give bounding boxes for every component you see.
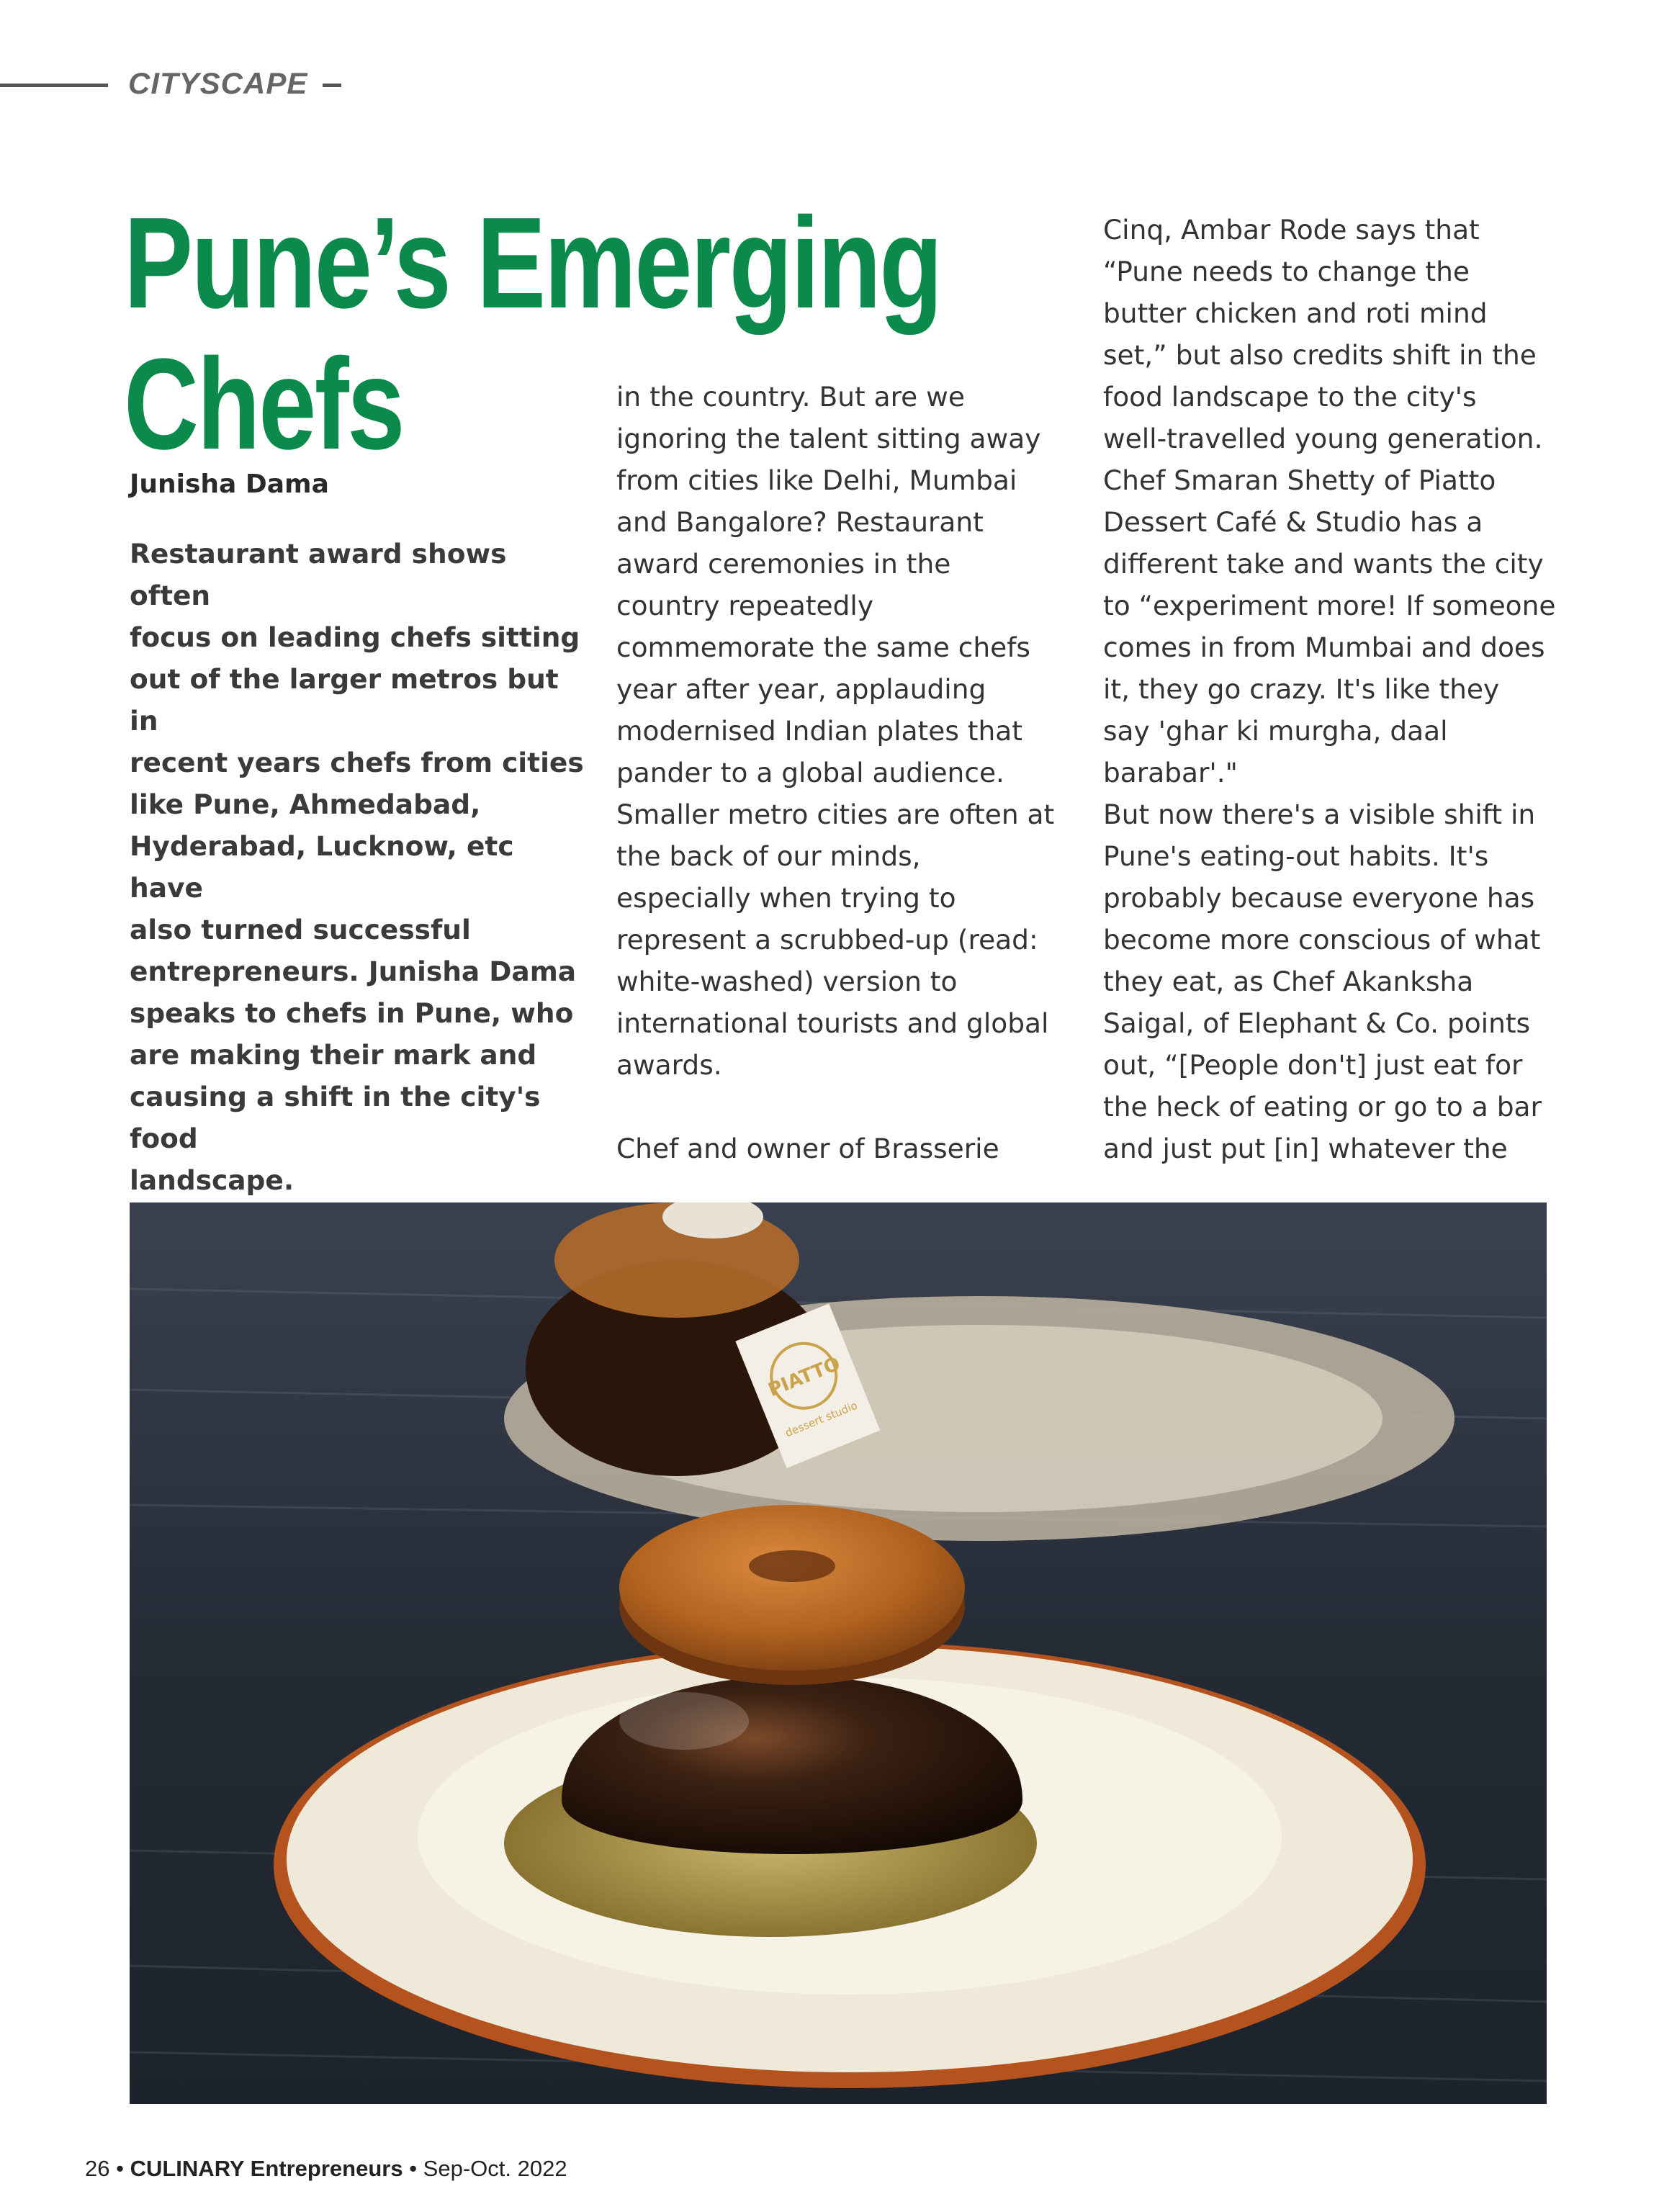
article-title-line-1: Pune’s Emerging [124, 191, 941, 336]
dome-highlight [619, 1692, 749, 1750]
body-line: different take and wants the city [1103, 548, 1544, 580]
section-label: CITYSCAPE [128, 66, 308, 100]
body-line: set,” but also credits shift in the [1103, 339, 1537, 371]
body-line: But now there's a visible shift in [1103, 799, 1536, 830]
body-line: represent a scrubbed-up (read: [616, 924, 1038, 956]
dessert-photo [130, 1202, 1547, 2104]
body-line: from cities like Delhi, Mumbai [616, 464, 1017, 496]
standfirst-line: recent years chefs from cities [130, 747, 584, 778]
body-line: year after year, applauding [616, 673, 986, 705]
standfirst-line: out of the larger metros but in [130, 663, 559, 737]
standfirst-line: like Pune, Ahmedabad, [130, 788, 481, 820]
body-line: Chef Smaran Shetty of Piatto [1103, 464, 1496, 496]
tag-brand: PIATTO [765, 1353, 844, 1402]
body-line: country repeatedly [616, 590, 874, 621]
body-line: barabar'." [1103, 757, 1238, 788]
standfirst-line: causing a shift in the city's food [130, 1081, 541, 1154]
body-line: they eat, as Chef Akanksha [1103, 966, 1474, 997]
body-line: awards. [616, 1049, 722, 1081]
tag-subtitle: dessert studio [783, 1398, 860, 1440]
body-line: “Pune needs to change the [1103, 256, 1470, 287]
body-line: Dessert Café & Studio has a [1103, 506, 1483, 538]
footer-bullet: • [409, 2156, 418, 2181]
body-line: probably because everyone has [1103, 882, 1535, 914]
body-line: white-washed) version to [616, 966, 958, 997]
standfirst-line: speaks to chefs in Pune, who [130, 997, 574, 1029]
body-line: to “experiment more! If someone [1103, 590, 1556, 621]
body-line: Smaller metro cities are often at [616, 799, 1055, 830]
byline: Junisha Dama [130, 469, 329, 499]
magazine-name: CULINARY Entrepreneurs [130, 2156, 403, 2181]
standfirst-line: Restaurant award shows often [130, 538, 507, 611]
section-rule-right [323, 84, 341, 87]
body-line: commemorate the same chefs [616, 631, 1030, 663]
cake-donut [619, 1505, 965, 1671]
standfirst-line: landscape. [130, 1164, 295, 1196]
column-3 [1103, 209, 1564, 1169]
paragraph-gap [616, 1086, 1077, 1128]
standfirst-line: are making their mark and [130, 1039, 537, 1071]
page-number: 26 [85, 2156, 110, 2181]
issue-date: Sep-Oct. 2022 [423, 2156, 567, 2181]
body-line: food landscape to the city's [1103, 381, 1477, 413]
standfirst-line: entrepreneurs. Junisha Dama [130, 956, 577, 987]
body-line: and just put [in] whatever the [1103, 1133, 1508, 1164]
body-line: modernised Indian plates that [616, 715, 1022, 747]
page-footer [85, 2156, 567, 2182]
body-line: butter chicken and roti mind [1103, 297, 1488, 329]
cake-hole [749, 1550, 835, 1582]
body-line: Cinq, Ambar Rode says that [1103, 214, 1480, 246]
body-line: pander to a global audience. [616, 757, 1004, 788]
body-line: ignoring the talent sitting away [616, 423, 1041, 454]
body-line: out, “[People don't] just eat for [1103, 1049, 1523, 1081]
body-line: well-travelled young generation. [1103, 423, 1543, 454]
article-title-line-2: Chefs [124, 332, 404, 477]
body-line: the heck of eating or go to a bar [1103, 1091, 1542, 1123]
body-line: and Bangalore? Restaurant [616, 506, 984, 538]
body-line: say 'ghar ki murgha, daal [1103, 715, 1448, 747]
body-line: it, they go crazy. It's like they [1103, 673, 1500, 705]
body-line: especially when trying to [616, 882, 956, 914]
body-line: Pune's eating-out habits. It's [1103, 840, 1489, 872]
footer-bullet: • [116, 2156, 124, 2181]
body-line: Chef and owner of Brasserie [616, 1133, 999, 1164]
standfirst-line: Hyderabad, Lucknow, etc have [130, 830, 514, 904]
body-line: international tourists and global [616, 1007, 1049, 1039]
dessert-illustration [130, 1202, 1547, 2104]
body-line: Saigal, of Elephant & Co. points [1103, 1007, 1531, 1039]
body-line: award ceremonies in the [616, 548, 951, 580]
section-rule-left [0, 84, 108, 87]
standfirst-line: focus on leading chefs sitting [130, 621, 580, 653]
standfirst-line: also turned successful [130, 914, 471, 945]
column-2 [616, 376, 1077, 1169]
body-line: the back of our minds, [616, 840, 921, 872]
body-line: in the country. But are we [616, 381, 965, 413]
standfirst [130, 533, 590, 1201]
body-line: comes in from Mumbai and does [1103, 631, 1545, 663]
body-line: become more conscious of what [1103, 924, 1541, 956]
